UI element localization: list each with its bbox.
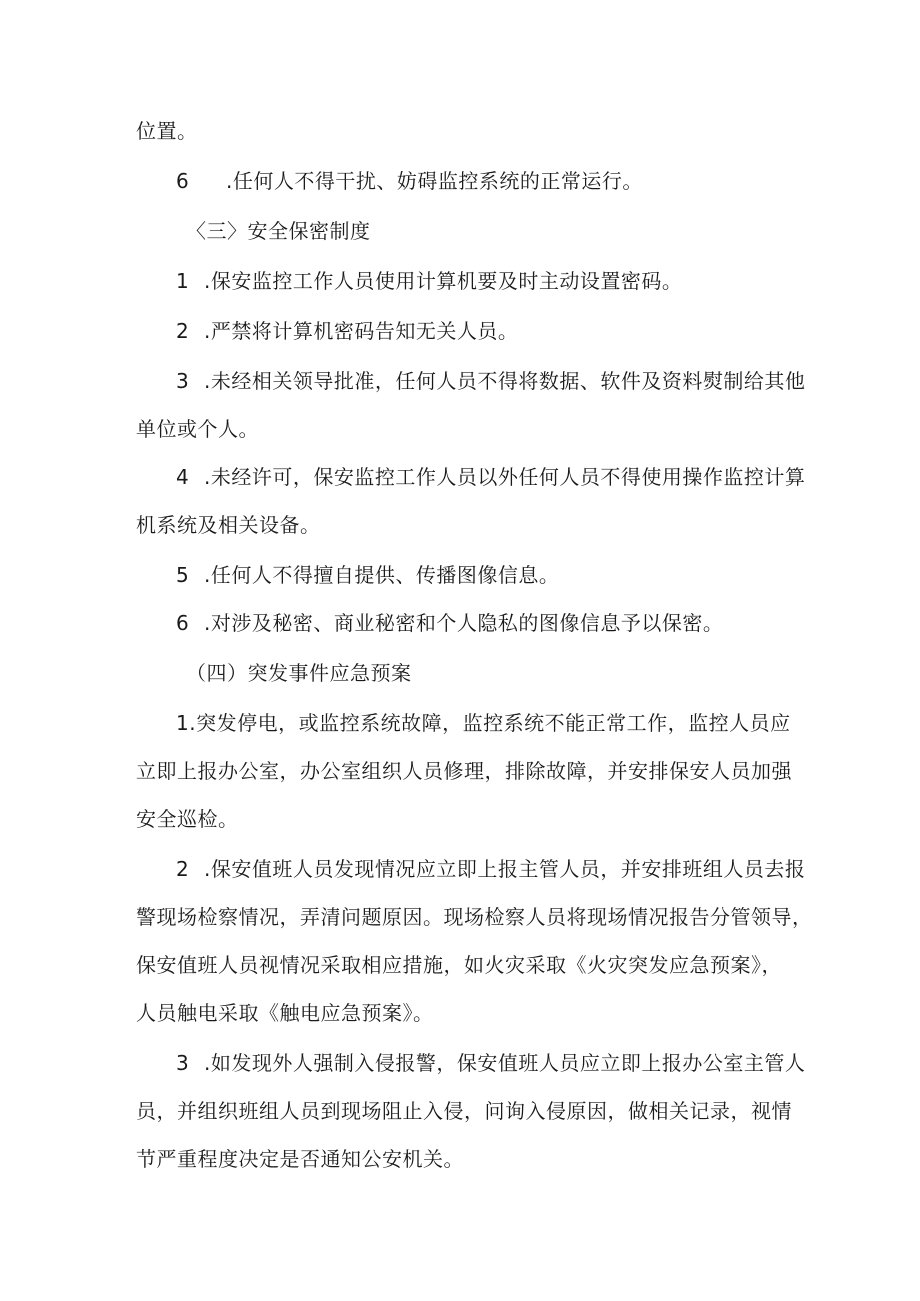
line-text: .如发现外人强制入侵报警，保安值班人员应立即上报办公室主管人 [204, 1051, 806, 1075]
line-text: 位置。 [136, 119, 198, 143]
line-text: 人员触电采取《触电应急预案》。 [136, 1001, 434, 1025]
section-heading [186, 660, 846, 686]
list-number: 3 [176, 1051, 190, 1075]
line-text: 保安值班人员视情况采取相应措施，如火灾采取《火灾突发应急预案》， [136, 953, 782, 977]
line-text: .严禁将计算机密码告知无关人员。 [204, 319, 519, 343]
text-line [136, 806, 796, 832]
line-text: .任何人不得擅自提供、传播图像信息。 [204, 563, 560, 587]
list-number: 2 [176, 319, 190, 343]
line-text: 立即上报办公室，办公室组织人员修理，排除故障，并安排保安人员加强 [136, 759, 792, 783]
line-text: 〈三〉安全保密制度 [186, 219, 371, 243]
section-heading [186, 218, 846, 244]
line-text: 机系统及相关设备。 [136, 513, 321, 537]
list-item [176, 856, 836, 882]
list-item [176, 1050, 836, 1076]
line-text: （四）突发事件应急预案 [186, 661, 412, 685]
text-line [136, 758, 796, 784]
line-text: 安全巡检。 [136, 807, 239, 831]
list-number: 1 [176, 269, 190, 293]
text-line [136, 1000, 796, 1026]
line-text: .保安监控工作人员使用计算机要及时主动设置密码。 [204, 269, 683, 293]
list-number: 3 [176, 369, 190, 393]
line-text: 警现场检察情况，弄清问题原因。现场检察人员将现场情况报告分管领导， [136, 905, 813, 929]
line-text: .未经相关领导批准，任何人员不得将数据、软件及资料熨制给其他 [204, 369, 806, 393]
text-line [136, 1146, 796, 1172]
list-number: 4 [176, 465, 190, 489]
list-item [176, 562, 836, 588]
list-item [176, 610, 836, 636]
line-text: 单位或个人。 [136, 417, 259, 441]
list-item [176, 168, 836, 194]
text-line [136, 118, 796, 144]
list-item [176, 268, 836, 294]
list-item [176, 368, 836, 394]
list-item [176, 464, 836, 490]
line-text: .任何人不得干扰、妨碍监控系统的正常运行。 [226, 169, 643, 193]
line-text: .保安值班人员发现情况应立即上报主管人员，并安排班组人员去报 [204, 857, 806, 881]
list-number: 2 [176, 857, 190, 881]
line-text: .未经许可，保安监控工作人员以外任何人员不得使用操作监控计算 [204, 465, 806, 489]
list-number: 6 [176, 169, 190, 193]
text-line [136, 952, 796, 978]
list-item [176, 318, 836, 344]
text-line [176, 710, 836, 736]
text-line [136, 416, 796, 442]
text-line [136, 904, 813, 930]
line-text: 1.突发停电，或监控系统故障，监控系统不能正常工作，监控人员应 [176, 711, 791, 735]
list-number: 5 [176, 563, 190, 587]
list-number: 6 [176, 611, 190, 635]
line-text: 节严重程度决定是否通知公安机关。 [136, 1147, 464, 1171]
text-line [136, 512, 796, 538]
line-text: .对涉及秘密、商业秘密和个人隐私的图像信息予以保密。 [204, 611, 724, 635]
line-text: 员，并组织班组人员到现场阻止入侵，问询入侵原因，做相关记录，视情 [136, 1099, 792, 1123]
text-line [136, 1098, 796, 1124]
